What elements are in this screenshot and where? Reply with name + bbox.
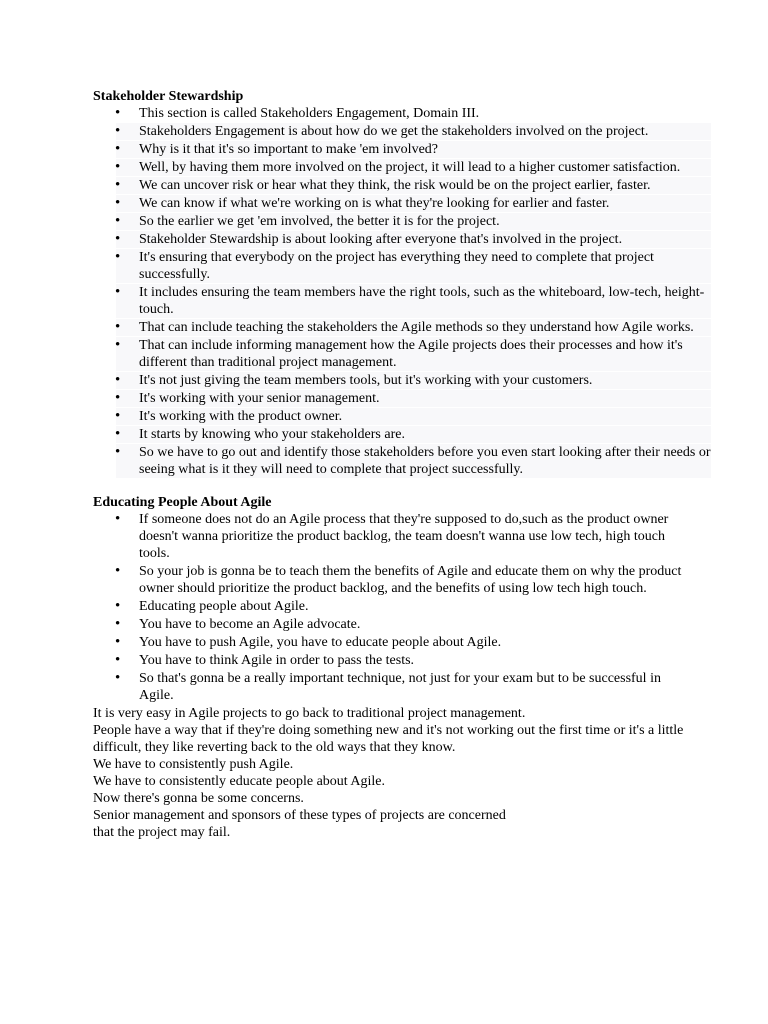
list-item: • You have to think Agile in order to pass the tests. [93, 652, 693, 669]
list-item: • So your job is gonna be to teach them the benefits of Agile and educate them on why the product owner should prioritize the product backlog, and the benefits of using low tech high touch. [93, 563, 693, 597]
list-item: • Educating people about Agile. [93, 598, 693, 615]
list-item: • It's ensuring that everybody on the project has everything they need to complete that project successfully. [116, 249, 711, 283]
list-item: • We can know if what we're working on is what they're looking for earlier and faster. [116, 195, 711, 212]
list-item: • So that's gonna be a really important technique, not just for your exam but to be successful in Agile. [93, 670, 693, 704]
paragraph: We have to consistently push Agile. [93, 757, 294, 772]
list-item: • It's not just giving the team members tools, but it's working with your customers. [116, 372, 711, 389]
bullet-list-educating-people [93, 511, 693, 704]
paragraph: We have to consistently educate people about Agile. [93, 774, 386, 789]
paragraph: People have a way that if they're doing something new and it's not working out the first time or it's a little difficult, they like reverting back to the old ways that they know. [93, 723, 684, 755]
paragraph: Senior management and sponsors of these types of projects are concerned [93, 808, 506, 823]
section-heading-educating-people: Educating People About Agile [93, 495, 272, 510]
list-item: • If someone does not do an Agile process that they're supposed to do,such as the product owner doesn't wanna prioritize the product backlog, the team doesn't wanna use low tech, high touch tools. [93, 511, 693, 562]
paragraph: It is very easy in Agile projects to go back to traditional project management. [93, 706, 526, 721]
list-item: • This section is called Stakeholders Engagement, Domain III. [93, 105, 711, 122]
list-item: • That can include teaching the stakeholders the Agile methods so they understand how Agile works. [116, 319, 711, 336]
list-item: • So the earlier we get 'em involved, the better it is for the project. [116, 213, 711, 230]
list-item: • It's working with the product owner. [116, 408, 711, 425]
list-item: • Why is it that it's so important to make 'em involved? [116, 141, 711, 158]
list-item: • It's working with your senior management. [116, 390, 711, 407]
list-item: • Stakeholder Stewardship is about looking after everyone that's involved in the project. [116, 231, 711, 248]
paragraph: that the project may fail. [93, 825, 231, 840]
list-item: • You have to become an Agile advocate. [93, 616, 693, 633]
list-item: • Well, by having them more involved on the project, it will lead to a higher customer satisfaction. [116, 159, 711, 176]
list-item: • We can uncover risk or hear what they think, the risk would be on the project earlier, faster. [116, 177, 711, 194]
section-heading-stakeholder-stewardship: Stakeholder Stewardship [93, 89, 244, 104]
bullet-list-stakeholder-stewardship [93, 105, 711, 478]
list-item: • It includes ensuring the team members have the right tools, such as the whiteboard, low-tech, height-touch. [116, 284, 711, 318]
list-item: • You have to push Agile, you have to educate people about Agile. [93, 634, 693, 651]
list-item: • That can include informing management how the Agile projects does their processes and how it's different than traditional project management. [116, 337, 711, 371]
document-body [93, 88, 711, 841]
paragraph: Now there's gonna be some concerns. [93, 791, 304, 806]
list-item: • Stakeholders Engagement is about how do we get the stakeholders involved on the project. [116, 123, 711, 140]
list-item: • It starts by knowing who your stakeholders are. [116, 426, 711, 443]
list-item: • So we have to go out and identify those stakeholders before you even start looking after their needs or seeing what is it they will need to complete that project successfully. [116, 444, 711, 478]
